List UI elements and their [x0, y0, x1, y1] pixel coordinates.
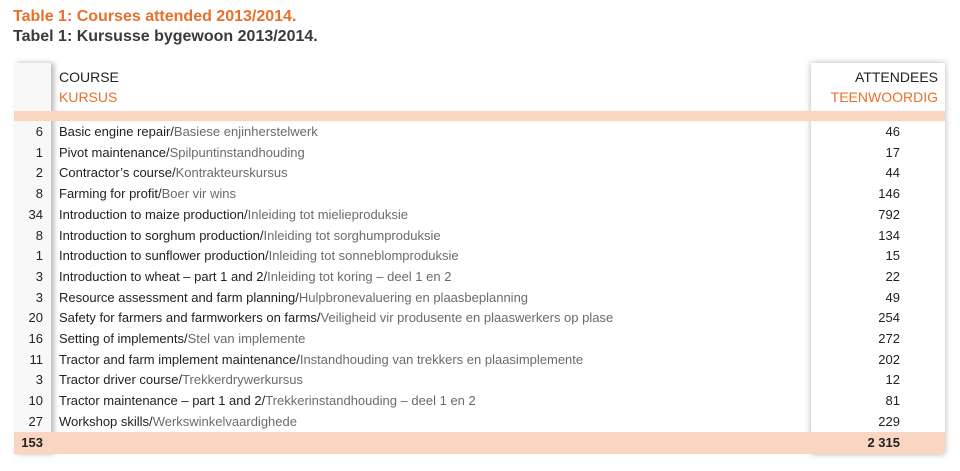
course-name-english: Contractor’s course/ — [59, 165, 176, 181]
table-row — [14, 246, 945, 267]
course-name-afrikaans: Werkswinkelvaardighede — [152, 413, 297, 429]
course-name-afrikaans: Inleiding tot mielieproduksie — [247, 206, 409, 222]
header-divider-band — [14, 111, 945, 121]
table-row — [14, 267, 945, 288]
course-name — [59, 184, 236, 205]
course-name — [59, 163, 288, 184]
attendee-count: 146 — [878, 186, 900, 202]
course-name — [59, 391, 476, 412]
table-row — [14, 143, 945, 164]
course-name-afrikaans: Trekkerinstandhouding – deel 1 en 2 — [265, 393, 476, 409]
attendee-count: 12 — [885, 372, 900, 388]
attendee-count: 22 — [885, 268, 900, 284]
attendee-count: 49 — [885, 289, 900, 305]
course-count: 8 — [35, 227, 43, 243]
course-name-afrikaans: Inleiding tot koring – deel 1 en 2 — [267, 268, 452, 284]
attendee-count: 15 — [885, 248, 900, 264]
table-title-english: Table 1: Courses attended 2013/2014. — [13, 8, 297, 25]
attendee-count: 792 — [878, 206, 900, 222]
course-count: 16 — [28, 331, 43, 346]
course-name — [59, 308, 613, 329]
course-count: 3 — [35, 268, 43, 284]
course-name-english: Basic engine repair/ — [59, 124, 174, 139]
course-name — [59, 370, 303, 391]
course-name — [59, 226, 441, 247]
attendee-count: 229 — [878, 413, 900, 429]
course-name — [59, 329, 305, 350]
course-name — [59, 143, 305, 164]
course-count: 34 — [28, 206, 43, 222]
course-name — [59, 412, 297, 433]
course-name-afrikaans: Hulpbronevaluering en plaasbeplanning — [298, 289, 529, 305]
course-name-afrikaans: Kontrakteurskursus — [175, 165, 288, 181]
attendee-count: 46 — [885, 124, 900, 139]
course-name-english: Introduction to sorghum production/ — [59, 227, 264, 243]
course-count: 27 — [28, 413, 43, 429]
course-name-english: Farming for profit/ — [59, 186, 162, 202]
table-row — [14, 184, 945, 205]
table-row — [14, 308, 945, 329]
attendee-count: 134 — [878, 227, 900, 243]
table-row — [14, 205, 945, 226]
course-name-afrikaans: Basiese enjinherstelwerk — [173, 124, 318, 139]
course-count: 3 — [35, 289, 43, 305]
course-name-english: Tractor maintenance – part 1 and 2/ — [59, 393, 266, 409]
course-name — [59, 122, 318, 143]
course-name-afrikaans: Trekkerdrywerkursus — [182, 372, 303, 388]
course-name-afrikaans: Inleiding tot sorghumproduksie — [263, 227, 441, 243]
course-name-afrikaans: Spilpuntinstandhouding — [169, 144, 305, 160]
table-row — [14, 226, 945, 247]
course-name-afrikaans: Veiligheid vir produsente en plaaswerkers op plase — [320, 310, 614, 326]
table-row — [14, 122, 945, 143]
column-header-course: COURSE — [59, 69, 119, 85]
total-attendees: 2 315 — [867, 435, 900, 450]
attendee-count: 254 — [878, 310, 900, 326]
table-row — [14, 391, 945, 412]
attendee-count: 17 — [885, 144, 900, 160]
table-row — [14, 329, 945, 350]
course-name-english: Safety for farmers and farmworkers on farms/ — [59, 310, 321, 326]
attendee-count: 81 — [885, 393, 900, 409]
table-row — [14, 163, 945, 184]
table-row — [14, 350, 945, 371]
table-row — [14, 412, 945, 433]
course-count: 1 — [35, 248, 43, 264]
course-name-afrikaans: Instandhouding van trekkers en plaasimplemente — [299, 351, 584, 367]
course-count: 10 — [28, 393, 43, 409]
total-row-band — [14, 432, 945, 454]
attendee-count: 272 — [878, 331, 900, 346]
course-count: 2 — [35, 165, 43, 181]
table-row — [14, 288, 945, 309]
column-header-kursus: KURSUS — [59, 89, 118, 105]
course-name-english: Tractor driver course/ — [59, 372, 183, 388]
course-name — [59, 205, 408, 226]
course-name-english: Setting of implements/ — [59, 331, 188, 346]
course-count: 20 — [28, 310, 43, 326]
course-name — [59, 350, 583, 371]
course-count: 6 — [35, 124, 43, 139]
course-name-english: Workshop skills/ — [59, 413, 153, 429]
course-name-english: Introduction to sunflower production/ — [59, 248, 269, 264]
column-header-teenwoordig: TEENWOORDIG — [830, 89, 938, 105]
course-count: 11 — [29, 351, 43, 367]
course-count: 1 — [35, 144, 43, 160]
course-name-english: Introduction to wheat – part 1 and 2/ — [59, 268, 268, 284]
course-name — [59, 246, 459, 267]
total-course-count: 153 — [21, 435, 43, 450]
course-name-afrikaans: Inleiding tot sonneblomproduksie — [268, 248, 459, 264]
course-count: 3 — [35, 372, 43, 388]
attendee-count: 202 — [878, 351, 900, 367]
table-row — [14, 370, 945, 391]
course-name — [59, 267, 451, 288]
course-name-english: Resource assessment and farm planning/ — [59, 289, 299, 305]
course-name-afrikaans: Boer vir wins — [161, 186, 237, 202]
course-name-english: Introduction to maize production/ — [59, 206, 248, 222]
attendee-count: 44 — [885, 165, 900, 181]
course-name-english: Pivot maintenance/ — [59, 144, 170, 160]
course-name-afrikaans: Stel van implemente — [187, 331, 306, 346]
course-count: 8 — [35, 186, 43, 202]
table-title-afrikaans: Tabel 1: Kursusse bygewoon 2013/2014. — [13, 28, 318, 45]
column-header-attendees: ATTENDEES — [855, 69, 938, 85]
course-name-english: Tractor and farm implement maintenance/ — [59, 351, 300, 367]
course-name — [59, 288, 528, 309]
